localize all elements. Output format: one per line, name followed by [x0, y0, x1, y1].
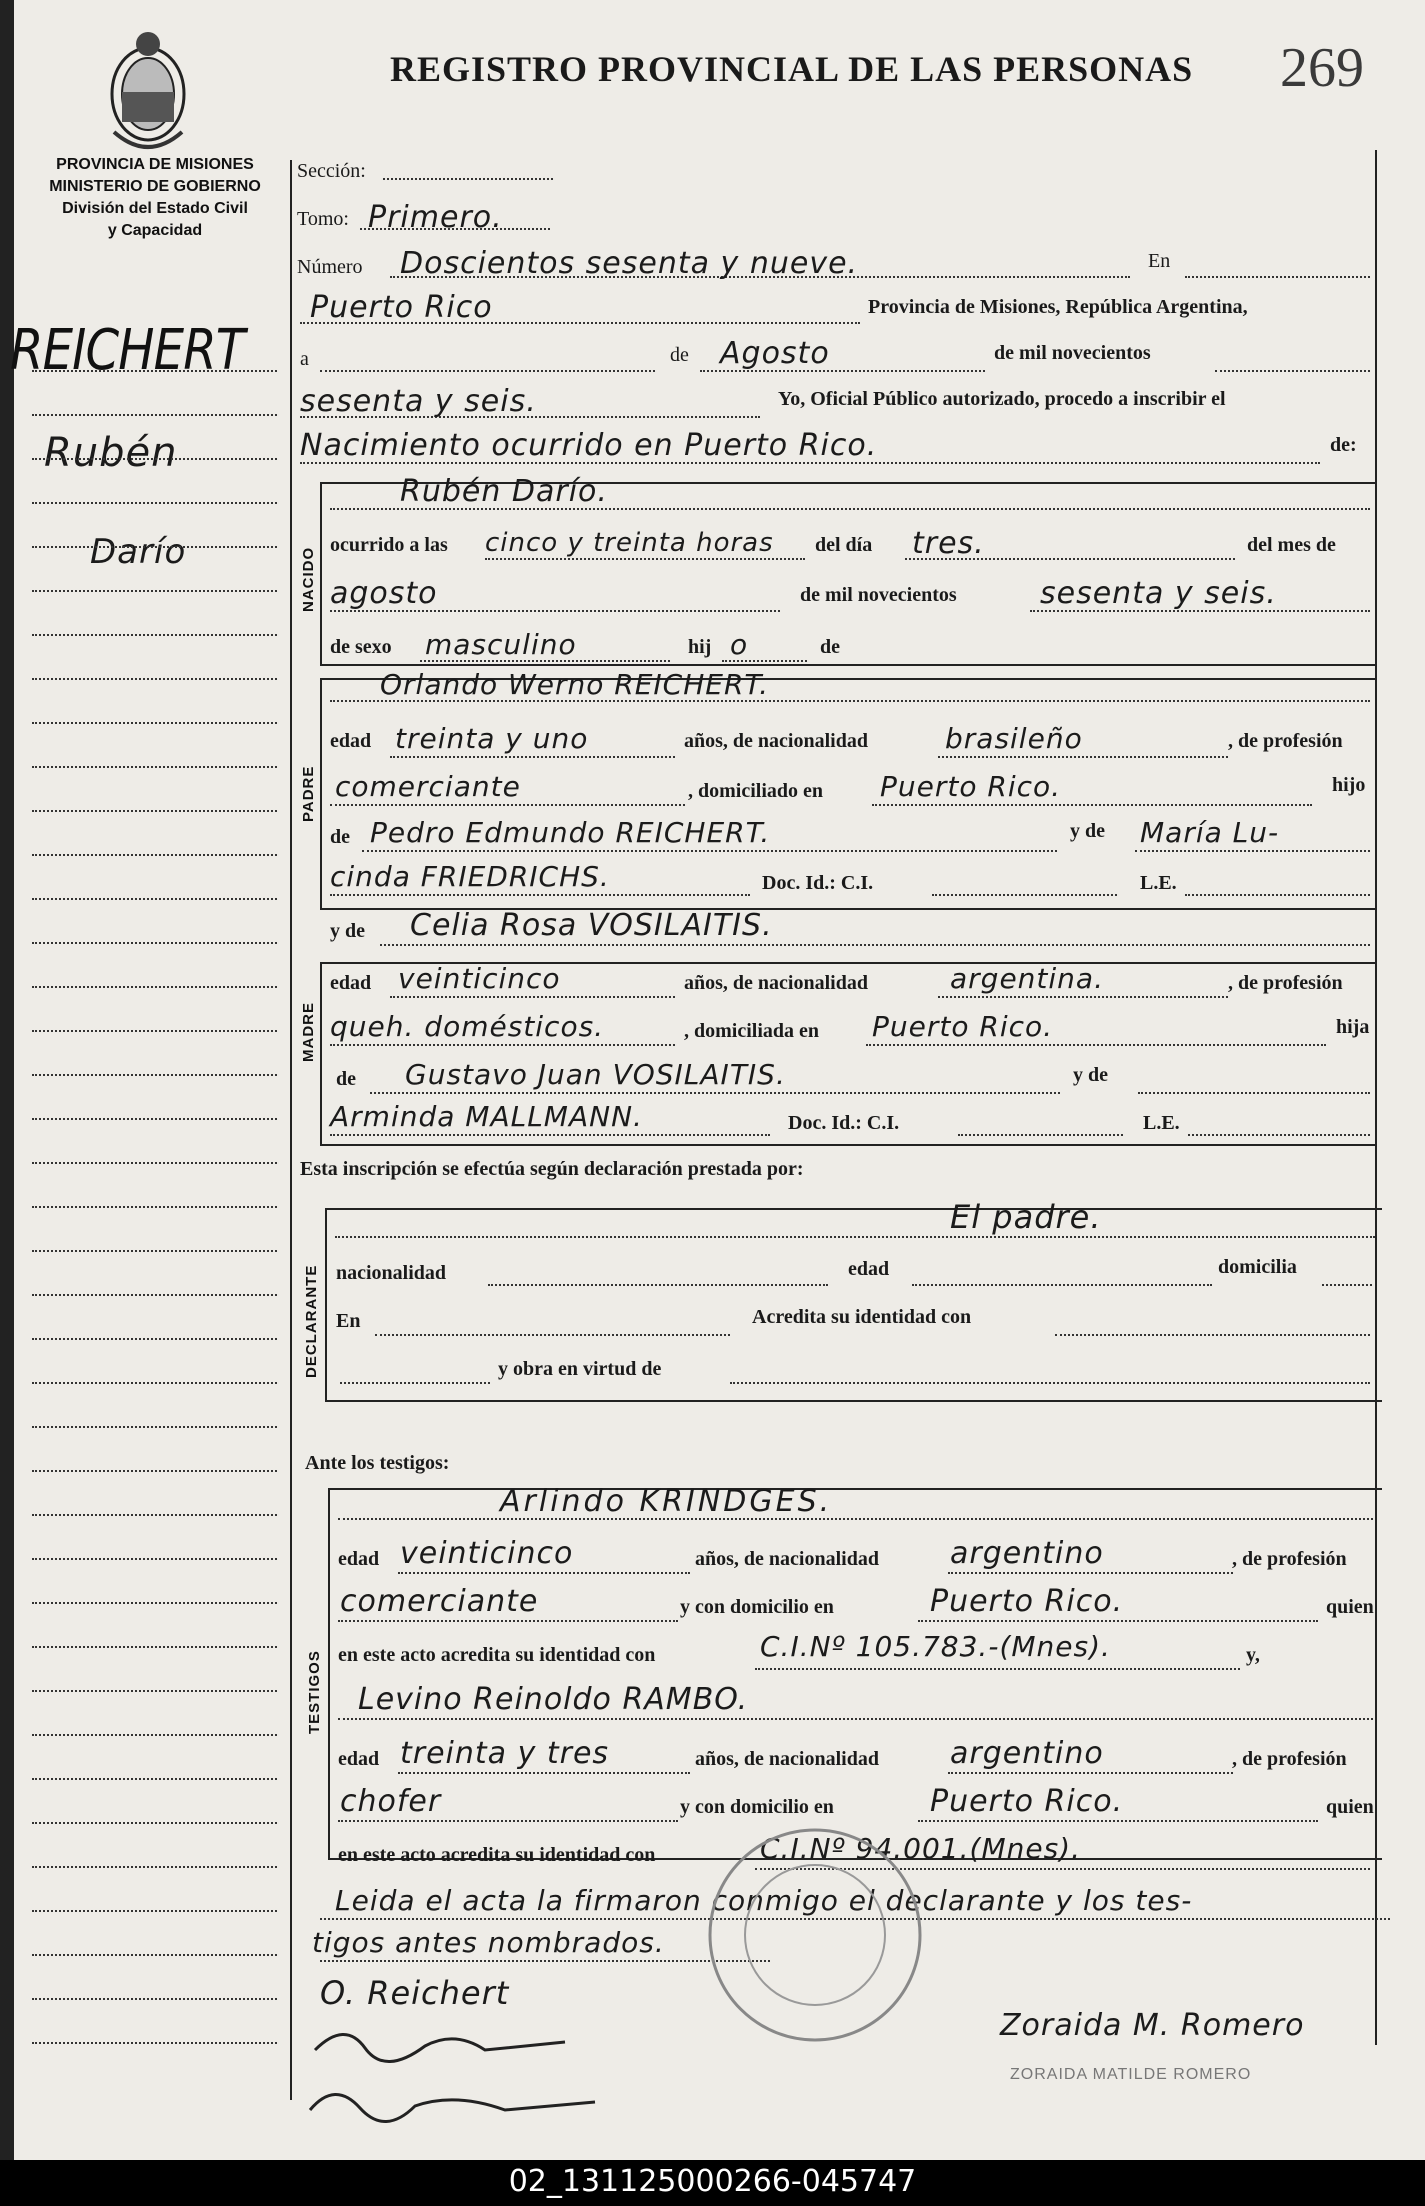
- declarante-virtud-line-2: [730, 1382, 1370, 1384]
- ocurrido-label: ocurrido a las: [330, 534, 448, 556]
- testigo1-nac-line: [948, 1572, 1233, 1574]
- madre-dom-label: , domiciliada en: [684, 1020, 820, 1042]
- coat-of-arms-icon: [100, 22, 196, 152]
- madre-le-line: [1188, 1134, 1370, 1136]
- cierre-text-2: tigos antes nombrados.: [312, 1926, 665, 1959]
- mes-acta-value: Agosto: [720, 336, 830, 371]
- madre-edad-line: [390, 996, 675, 998]
- padre-dom-value: Puerto Rico.: [880, 770, 1062, 803]
- testigo2-nac-value: argentino: [950, 1736, 1104, 1771]
- declarante-section-label: DECLARANTE: [303, 1264, 320, 1378]
- nombre-value: Rubén Darío.: [400, 474, 608, 509]
- margin-line: [32, 1250, 277, 1252]
- madre-nac-value: argentina.: [950, 962, 1104, 995]
- abuela-m-value: Arminda MALLMANN.: [330, 1100, 643, 1133]
- testigo2-dom-label: y con domicilio en: [680, 1796, 834, 1818]
- testigo1-edad-line: [398, 1572, 690, 1574]
- padre-edad-line: [390, 756, 675, 758]
- numero-label: Número: [297, 256, 363, 278]
- testigo2-nac-label: años, de nacionalidad: [695, 1748, 879, 1770]
- madre-doc-label: Doc. Id.: C.I.: [788, 1112, 900, 1134]
- margin-line: [32, 1998, 277, 2000]
- testigo1-dom-value: Puerto Rico.: [930, 1584, 1124, 1619]
- margin-first-name: Rubén: [44, 430, 178, 476]
- madre-profesion-label: , de profesión: [1228, 972, 1343, 994]
- madre-profesion-line: [330, 1044, 675, 1046]
- testigo2-nac-line: [948, 1772, 1233, 1774]
- hora-value: cinco y treinta horas: [485, 528, 774, 558]
- margin-line: [32, 1162, 277, 1164]
- oficial-stamp-text: ZORAIDA MATILDE ROMERO: [1010, 2066, 1252, 2083]
- madre-dom-value: Puerto Rico.: [872, 1010, 1054, 1043]
- declarante-en-line: [375, 1334, 730, 1336]
- declarante-value: El padre.: [950, 1198, 1102, 1236]
- testigos-section-label: TESTIGOS: [306, 1650, 323, 1734]
- testigo2-edad-line: [398, 1772, 690, 1774]
- margin-line: [32, 1382, 277, 1384]
- margin-line: [32, 1910, 277, 1912]
- margin-line: [32, 678, 277, 680]
- hora-line: [485, 558, 805, 560]
- testigo2-dom-line: [918, 1820, 1318, 1822]
- madre-nombre-line: [380, 944, 1370, 946]
- cierre-text-1: Leida el acta la firmaron conmigo el declarante y los tes-: [335, 1884, 1193, 1917]
- padre-section-label: PADRE: [300, 765, 317, 822]
- madre-nac-label: años, de nacionalidad: [684, 972, 868, 994]
- declarante-domicilia-label: domicilia: [1218, 1256, 1297, 1278]
- margin-line: [32, 1426, 277, 1428]
- testigo2-quien-label: quien: [1326, 1796, 1374, 1818]
- madre-nac-line: [938, 996, 1228, 998]
- document-title: REGISTRO PROVINCIAL DE LAS PERSONAS: [390, 49, 1194, 89]
- padre-profesion-value: comerciante: [335, 770, 521, 803]
- numero-value: Doscientos sesenta y nueve.: [400, 246, 859, 281]
- margin-line: [32, 854, 277, 856]
- oficial-signature: Zoraida M. Romero: [1000, 2008, 1305, 2043]
- declarante-virtud-line-1: [340, 1382, 490, 1384]
- margin-line: [32, 1690, 277, 1692]
- padre-y-de-label: y de: [1070, 820, 1105, 842]
- madre-de-label: de: [336, 1068, 356, 1090]
- margin-line: [32, 634, 277, 636]
- de-label: de: [820, 636, 840, 658]
- a-line: [320, 370, 655, 372]
- declaracion-label: Esta inscripción se efectúa según declaración prestada por:: [300, 1158, 804, 1180]
- anio-acta-value: sesenta y seis.: [300, 384, 537, 419]
- testigo1-profesion-label: , de profesión: [1232, 1548, 1347, 1570]
- hij-value: o: [730, 628, 749, 661]
- testigo2-acredita-label: en este acto acredita su identidad con: [338, 1844, 656, 1866]
- margin-line: [32, 1118, 277, 1120]
- margin-line: [32, 1514, 277, 1516]
- sexo-label: de sexo: [330, 636, 392, 658]
- madre-y-de2-label: y de: [1073, 1064, 1108, 1086]
- seccion-label: Sección:: [297, 160, 366, 182]
- padre-nombre-value: Orlando Werno REICHERT.: [380, 668, 770, 701]
- abuela-m-line: [1138, 1092, 1370, 1094]
- padre-dom-line: [872, 804, 1312, 806]
- margin-line: [32, 1338, 277, 1340]
- declarante-en-label: En: [336, 1310, 361, 1332]
- margin-line: [32, 1646, 277, 1648]
- testigo1-nac-value: argentino: [950, 1536, 1104, 1571]
- declarante-edad-label: edad: [848, 1258, 890, 1280]
- madre-doc-line: [958, 1134, 1123, 1136]
- declarante-edad-line: [912, 1284, 1212, 1286]
- padre-profesion-label: , de profesión: [1228, 730, 1343, 752]
- margin-line: [32, 942, 277, 944]
- anio-value: sesenta y seis.: [1040, 576, 1277, 611]
- testigo1-nombre-line: [338, 1518, 1373, 1520]
- del-dia-label: del día: [815, 534, 873, 556]
- margin-line: [32, 458, 277, 460]
- tomo-label: Tomo:: [297, 208, 349, 230]
- de-mil-nov-label: de mil novecientos: [800, 584, 957, 606]
- abuelo-m-line: [370, 1092, 1060, 1094]
- madre-edad-label: edad: [330, 972, 372, 994]
- abuelo-p-value: Pedro Edmundo REICHERT.: [370, 816, 771, 849]
- declarante-acredita-line: [1055, 1334, 1370, 1336]
- a-label: a: [300, 348, 309, 370]
- acto-value: Nacimiento ocurrido en Puerto Rico.: [300, 428, 878, 463]
- margin-line: [32, 722, 277, 724]
- testigos-label: Ante los testigos:: [305, 1452, 450, 1474]
- institution-line: División del Estado Civil: [62, 200, 248, 217]
- testigo2-nombre-value: Levino Reinoldo RAMBO.: [358, 1682, 749, 1717]
- testigo2-dom-value: Puerto Rico.: [930, 1784, 1124, 1819]
- margin-line: [32, 1822, 277, 1824]
- margin-line: [32, 1558, 277, 1560]
- testigo2-profesion-line: [338, 1820, 678, 1822]
- testigo1-nac-label: años, de nacionalidad: [695, 1548, 879, 1570]
- testigo1-nombre-value: Arlindo KRINDGES.: [500, 1484, 833, 1519]
- testigo1-dom-label: y con domicilio en: [680, 1596, 834, 1618]
- institution-line: PROVINCIA DE MISIONES: [56, 156, 254, 173]
- margin-line: [32, 898, 277, 900]
- lugar-value: Puerto Rico: [310, 290, 493, 325]
- madre-y-de-label: y de: [330, 920, 365, 942]
- margin-line: [32, 502, 277, 504]
- de-label: de: [670, 344, 689, 366]
- testigo1-doc-value: C.I.Nº 105.783.-(Mnes).: [760, 1630, 1111, 1663]
- margin-line: [32, 1954, 277, 1956]
- margin-surname: REICHERT: [10, 318, 245, 383]
- declarante-acredita-label: Acredita su identidad con: [752, 1306, 972, 1328]
- declarante-line: [335, 1236, 1375, 1238]
- margin-line: [32, 1470, 277, 1472]
- padre-edad-value: treinta y uno: [395, 722, 589, 755]
- testigo2-doc-value: C.I.Nº 94.001.(Mnes).: [760, 1832, 1081, 1865]
- sexo-value: masculino: [425, 628, 577, 661]
- tomo-value: Primero.: [368, 200, 503, 235]
- mes-value: agosto: [330, 576, 438, 611]
- margin-line: [32, 810, 277, 812]
- declarante-nac-label: nacionalidad: [336, 1262, 447, 1284]
- provincia-label: Provincia de Misiones, República Argentina,: [868, 296, 1248, 318]
- margin-line: [32, 1602, 277, 1604]
- margin-line: [32, 766, 277, 768]
- margin-line: [32, 2042, 277, 2044]
- madre-section-label: MADRE: [300, 1002, 317, 1062]
- madre-dom-line: [866, 1044, 1326, 1046]
- margin-line: [32, 590, 277, 592]
- institution-line: y Capacidad: [107, 222, 203, 239]
- nacido-section-label: NACIDO: [300, 546, 317, 612]
- madre-hija-label: hija: [1336, 1016, 1370, 1038]
- institution-block: [30, 154, 280, 242]
- testigo1-profesion-line: [338, 1620, 678, 1622]
- declarante-signature: O. Reichert: [320, 1974, 510, 2012]
- testigo1-dom-line: [918, 1620, 1318, 1622]
- margin-line: [32, 1866, 277, 1868]
- mil-novecientos-line: [1215, 370, 1370, 372]
- abuela-p-value-1: María Lu-: [1140, 816, 1280, 849]
- abuela-p-value-2: cinda FRIEDRICHS.: [330, 860, 610, 893]
- padre-profesion-line: [330, 804, 685, 806]
- margin-line: [32, 546, 277, 548]
- padre-hijo-label: hijo: [1332, 774, 1366, 796]
- mil-novecientos-label: de mil novecientos: [994, 342, 1151, 364]
- testigo1-acredita-label: en este acto acredita su identidad con: [338, 1644, 656, 1666]
- madre-le-label: L.E.: [1143, 1112, 1180, 1134]
- margin-line: [32, 1734, 277, 1736]
- testigo2-edad-label: edad: [338, 1748, 380, 1770]
- margin-line: [32, 986, 277, 988]
- scan-id-label: 02_131125000266-045747: [508, 2164, 917, 2199]
- del-mes-label: del mes de: [1247, 534, 1336, 556]
- testigo1-doc-line: [755, 1668, 1240, 1670]
- testigo2-profesion-label: , de profesión: [1232, 1748, 1347, 1770]
- abuela-m-line-2: [330, 1134, 770, 1136]
- testigo1-quien-label: quien: [1326, 1596, 1374, 1618]
- testigo2-edad-value: treinta y tres: [400, 1736, 610, 1771]
- margin-middle-name: Darío: [90, 532, 187, 572]
- official-seal-icon: [700, 1820, 930, 2050]
- padre-le-label: L.E.: [1140, 872, 1177, 894]
- testigo2-nombre-line: [338, 1718, 1373, 1720]
- margin-line: [32, 1074, 277, 1076]
- madre-profesion-value: queh. domésticos.: [330, 1010, 605, 1043]
- padre-doc-label: Doc. Id.: C.I.: [762, 872, 874, 894]
- margin-line: [32, 370, 277, 372]
- testigo1-edad-value: veinticinco: [400, 1536, 574, 1571]
- witness-signatures-icon: [305, 2010, 615, 2150]
- padre-nac-label: años, de nacionalidad: [684, 730, 868, 752]
- abuelo-p-line: [362, 850, 1057, 852]
- testigo1-y-label: y,: [1246, 1644, 1260, 1666]
- padre-le-line: [1185, 894, 1370, 896]
- margin-line: [32, 1294, 277, 1296]
- margin-line: [32, 414, 277, 416]
- margin-divider: [290, 160, 292, 2100]
- madre-edad-value: veinticinco: [398, 962, 561, 995]
- padre-de-label: de: [330, 826, 350, 848]
- margin-line: [32, 1778, 277, 1780]
- padre-doc-line: [932, 894, 1117, 896]
- margin-line: [32, 1206, 277, 1208]
- declarante-nac-line: [488, 1284, 828, 1286]
- padre-dom-label: , domiciliado en: [688, 780, 824, 802]
- seccion-line: [383, 178, 553, 180]
- en-line: [1185, 276, 1370, 278]
- declarante-domicilia-line: [1322, 1284, 1372, 1286]
- madre-nombre-value: Celia Rosa VOSILAITIS.: [410, 908, 773, 943]
- margin-line: [32, 1030, 277, 1032]
- en-label: En: [1148, 250, 1171, 272]
- dia-value: tres.: [912, 526, 985, 561]
- testigo1-profesion-value: comerciante: [340, 1584, 539, 1619]
- institution-line: MINISTERIO DE GOBIERNO: [49, 178, 261, 195]
- abuela-p-line-2: [330, 894, 750, 896]
- testigo2-profesion-value: chofer: [340, 1784, 442, 1819]
- declarante-virtud-label: y obra en virtud de: [498, 1358, 662, 1380]
- testigo1-edad-label: edad: [338, 1548, 380, 1570]
- de-colon-label: de:: [1330, 434, 1357, 456]
- hij-label: hij: [688, 636, 712, 658]
- padre-nac-line: [938, 756, 1228, 758]
- folio-number: 269: [1280, 37, 1364, 99]
- abuela-p-line: [1135, 850, 1370, 852]
- padre-edad-label: edad: [330, 730, 372, 752]
- yo-oficial-label: Yo, Oficial Público autorizado, procedo a inscribir el: [778, 388, 1226, 410]
- abuelo-m-value: Gustavo Juan VOSILAITIS.: [405, 1058, 786, 1091]
- padre-nac-value: brasileño: [945, 722, 1083, 755]
